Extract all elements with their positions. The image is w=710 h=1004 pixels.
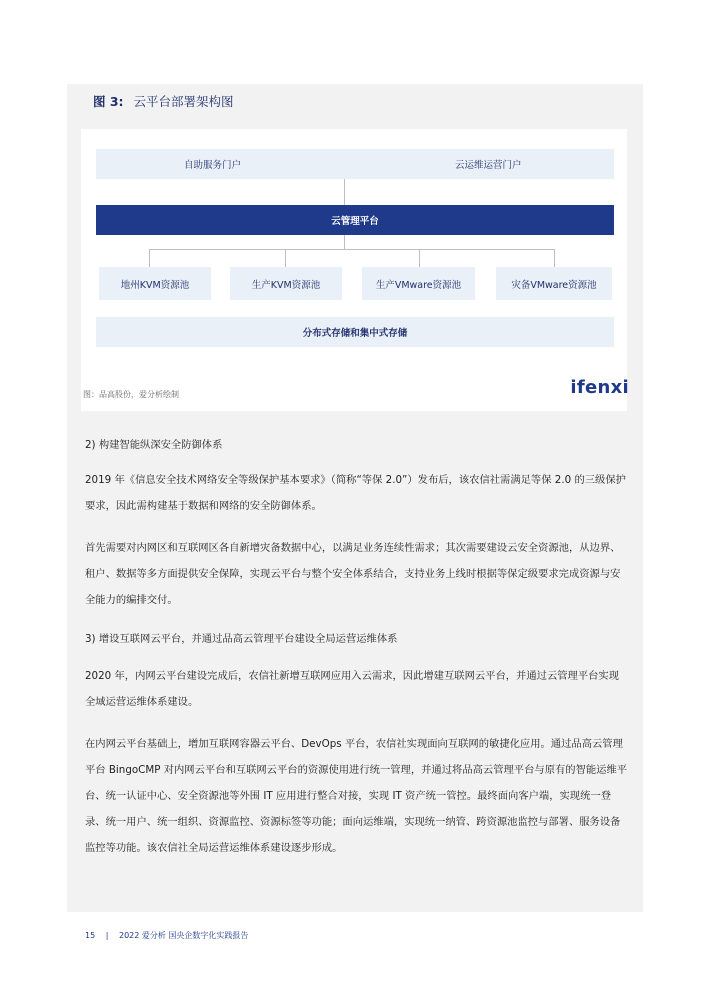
pool-box: 灾备VMware资源池 (496, 267, 612, 300)
connector-line (419, 249, 420, 267)
connector-line (285, 249, 286, 267)
pool-box: 地州KVM资源池 (99, 267, 211, 300)
connector-line (149, 249, 554, 250)
figure-caption (93, 92, 234, 110)
paragraph: 首先需要对内网区和互联网区各自新增灾备数据中心，以满足业务连续性需求；其次需要建设云安全资源池，从边界、租户、数据等多方面提供安全保障，实现云平台与整个安全体系结合，支持业务上线时根据等保定级要求完成资源与安全能力的编排交付。 (85, 542, 621, 606)
content-panel (67, 84, 643, 912)
pool-box: 生产VMware资源池 (362, 267, 475, 300)
paragraph: 2019 年《信息安全技术网络安全等级保护基本要求》（简称“等保 2.0”）发布后，该农信社需满足等保 2.0 的三级保护要求，因此需构建基于数据和网络的安全防御体系。 (85, 474, 626, 512)
footer-separator: | (105, 931, 109, 940)
section-heading: 3) 增设互联网云平台，并通过品高云管理平台建设全局运营运维体系 (85, 633, 398, 645)
connector-line (344, 235, 345, 249)
storage-box: 分布式存储和集中式存储 (96, 317, 614, 347)
self-service-portal-box (96, 149, 614, 179)
self-service-portal-label: 自助服务门户 (184, 160, 242, 171)
connector-line (344, 179, 345, 205)
pool-box: 生产KVM资源池 (230, 267, 342, 300)
report-title: 2022 爱分析 国央企数字化实践报告 (118, 931, 249, 940)
cloud-management-platform-box: 云管理平台 (96, 205, 614, 235)
connector-line (149, 249, 150, 267)
architecture-diagram (81, 129, 627, 411)
ops-portal-label: 云运维运营门户 (455, 160, 522, 171)
figure-title: 云平台部署架构图 (133, 94, 234, 109)
connector-line (554, 249, 555, 267)
figure-number: 图 3: (93, 94, 124, 109)
section-heading: 2) 构建智能纵深安全防御体系 (85, 439, 223, 451)
page-footer (85, 930, 248, 941)
page-number: 15 (85, 931, 96, 940)
figure-source-note: 图：品高股份，爱分析绘制 (83, 390, 179, 399)
paragraph: 在内网云平台基础上，增加互联网容器云平台、DevOps 平台，农信社实现面向互联网的敏捷化应用。通过品高云管理平台 BingoCMP 对内网云平台和互联网云平台的资源使用进行统一管理，并通过将品高云管理平台与原有的智能运维平台、统一认证中心、安全资源池等外围 IT 应用进行整合对接，实现 IT 资产统一管控。最终面向客户端，实现统一登录、统一用户、统一组织、资源监控、资源标签等功能；面向运维端，实现统一纳管、跨资源池监控与部署、服务设备监控等功能。该农信社全局运营运维体系建设逐步形成。 (85, 738, 628, 854)
paragraph: 2020 年，内网云平台建设完成后，农信社新增互联网应用入云需求，因此增建互联网云平台，并通过云管理平台实现全域运营运维体系建设。 (85, 670, 620, 708)
ifenxi-logo: ifenxi (570, 377, 629, 398)
